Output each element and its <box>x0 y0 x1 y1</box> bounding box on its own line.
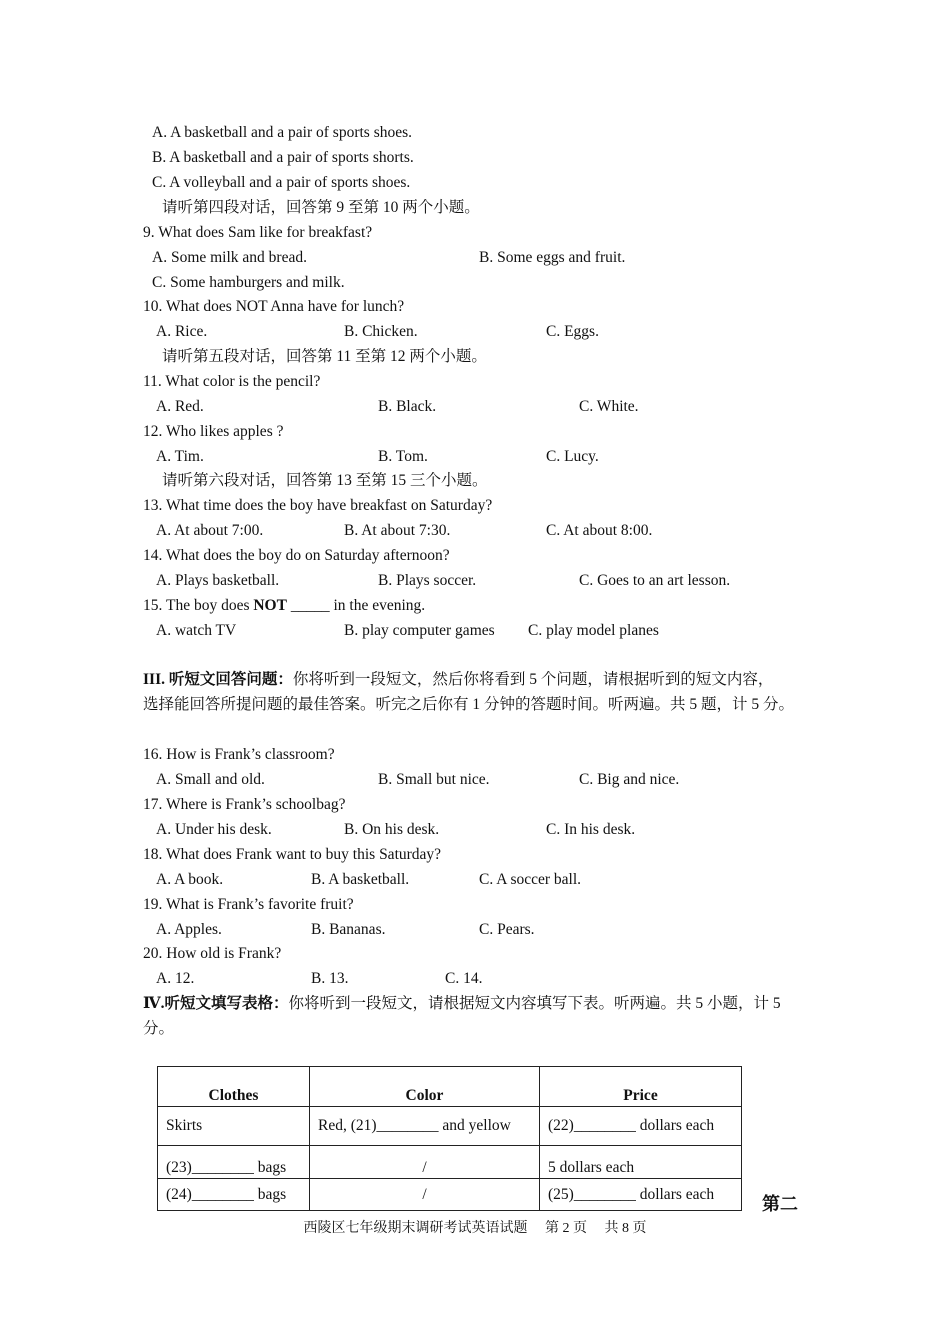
q11-question: 11. What color is the pencil? <box>143 373 321 390</box>
q11-option-b: B. Black. <box>378 398 437 415</box>
q11-option-c: C. White. <box>579 398 639 415</box>
q18-question: 18. What does Frank want to buy this Saturday? <box>143 846 442 863</box>
q11-option-a: A. Red. <box>156 398 204 415</box>
part3-intro <box>143 670 773 690</box>
q10-question: 10. What does NOT Anna have for lunch? <box>143 298 405 315</box>
cell-price: 5 dollars each <box>540 1146 742 1179</box>
q17-question: 17. Where is Frank’s schoolbag? <box>143 796 346 813</box>
cell-clothes: (23)________ bags <box>158 1146 310 1179</box>
q20-option-c: C. 14. <box>445 970 483 987</box>
q19-option-b: B. Bananas. <box>311 921 386 938</box>
q16-option-a: A. Small and old. <box>156 771 265 788</box>
q17-option-a: A. Under his desk. <box>156 821 272 838</box>
part4-heading: Ⅳ.听短文填写表格： <box>143 995 289 1012</box>
q18-option-a: A. A book. <box>156 871 224 888</box>
q10-option-c: C. Eggs. <box>546 323 599 340</box>
q19-option-a: A. Apples. <box>156 921 222 938</box>
part4-text1: 你将听到一段短文，请根据短文内容填写下表。听两遍。共 5 小题，计 5 <box>288 995 781 1012</box>
q10-option-a: A. Rice. <box>156 323 208 340</box>
q14-option-a: A. Plays basketball. <box>156 572 280 589</box>
q20-option-a: A. 12. <box>156 970 195 987</box>
part4-text2: 分。 <box>143 1020 175 1037</box>
table-header-row <box>158 1067 742 1107</box>
q14-question: 14. What does the boy do on Saturday afternoon? <box>143 547 450 564</box>
clothes-table <box>157 1066 742 1211</box>
q9-option-b: B. Some eggs and fruit. <box>479 249 626 266</box>
cell-clothes: (24)________ bags <box>158 1179 310 1211</box>
section5-instruction: 请听第五段对话，回答第 11 至第 12 两个小题。 <box>162 348 487 365</box>
q12-option-b: B. Tom. <box>378 448 428 465</box>
q13-option-a: A. At about 7:00. <box>156 522 264 539</box>
header-color: Color <box>310 1067 540 1107</box>
table-row <box>158 1179 742 1211</box>
part3-text1: 你将听到一段短文，然后你将看到 5 个问题，请根据听到的短文内容， <box>292 671 774 688</box>
corner-text: 第二 <box>762 1194 798 1214</box>
q15-question <box>143 596 425 616</box>
q9-question: 9. What does Sam like for breakfast? <box>143 224 373 241</box>
q20-question: 20. How old is Frank? <box>143 945 282 962</box>
q9-option-c: C. Some hamburgers and milk. <box>152 274 345 291</box>
q9-option-a: A. Some milk and bread. <box>152 249 307 266</box>
q16-option-b: B. Small but nice. <box>378 771 490 788</box>
option-8a: A. A basketball and a pair of sports shoes. <box>152 124 413 141</box>
q18-option-b: B. A basketball. <box>311 871 410 888</box>
table-row <box>158 1146 742 1179</box>
cell-price: (22)________ dollars each <box>540 1107 742 1146</box>
cell-color: / <box>310 1146 540 1179</box>
q19-question: 19. What is Frank’s favorite fruit? <box>143 896 354 913</box>
cell-clothes: Skirts <box>158 1107 310 1146</box>
q13-question: 13. What time does the boy have breakfast on Saturday? <box>143 497 493 514</box>
q19-option-c: C. Pears. <box>479 921 535 938</box>
option-8c: C. A volleyball and a pair of sports shoes. <box>152 174 411 191</box>
q15-suffix: _____ in the evening. <box>286 597 426 614</box>
q15-option-b: B. play computer games <box>344 622 495 639</box>
q14-option-b: B. Plays soccer. <box>378 572 477 589</box>
cell-color: Red, (21)________ and yellow <box>310 1107 540 1146</box>
q15-option-a: A. watch TV <box>156 622 237 639</box>
q18-option-c: C. A soccer ball. <box>479 871 582 888</box>
cell-color: / <box>310 1179 540 1211</box>
q17-option-c: C. In his desk. <box>546 821 636 838</box>
part3-text2: 选择能回答所提问题的最佳答案。听完之后你有 1 分钟的答题时间。听两遍。共 5 题，计 5 分。 <box>143 696 795 713</box>
table-row <box>158 1107 742 1146</box>
header-price: Price <box>540 1067 742 1107</box>
q15-option-c: C. play model planes <box>528 622 659 639</box>
option-8b: B. A basketball and a pair of sports shorts. <box>152 149 414 166</box>
q16-question: 16. How is Frank’s classroom? <box>143 746 335 763</box>
q20-option-b: B. 13. <box>311 970 349 987</box>
section4-instruction: 请听第四段对话，回答第 9 至第 10 两个小题。 <box>162 199 480 216</box>
q12-option-a: A. Tim. <box>156 448 204 465</box>
q17-option-b: B. On his desk. <box>344 821 440 838</box>
header-clothes: Clothes <box>158 1067 310 1107</box>
q14-option-c: C. Goes to an art lesson. <box>579 572 731 589</box>
q15-prefix: 15. The boy does <box>143 597 254 614</box>
q13-option-b: B. At about 7:30. <box>344 522 451 539</box>
q10-option-b: B. Chicken. <box>344 323 418 340</box>
part4-intro <box>143 994 781 1014</box>
q16-option-c: C. Big and nice. <box>579 771 680 788</box>
q13-option-c: C. At about 8:00. <box>546 522 653 539</box>
page-footer: 西陵区七年级期末调研考试英语试题 第 2 页 共 8 页 <box>303 1221 647 1236</box>
section6-instruction: 请听第六段对话，回答第 13 至第 15 三个小题。 <box>162 472 488 489</box>
cell-price: (25)________ dollars each <box>540 1179 742 1211</box>
q12-option-c: C. Lucy. <box>546 448 599 465</box>
q12-question: 12. Who likes apples ? <box>143 423 284 440</box>
q15-bold: NOT <box>253 597 287 614</box>
part3-heading: III. 听短文回答问题： <box>143 671 293 688</box>
